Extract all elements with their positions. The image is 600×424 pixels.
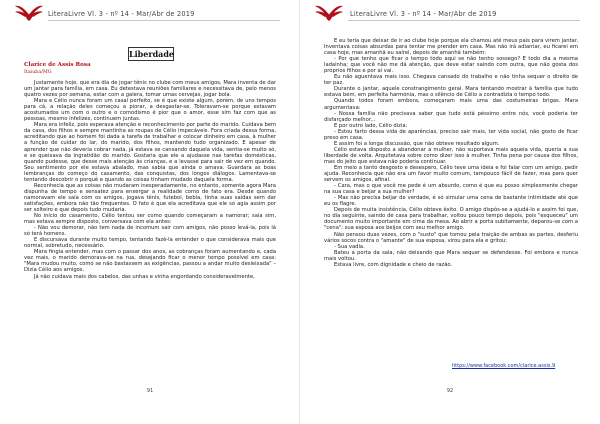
paragraph: E por outro lado, Célio dizia: bbox=[334, 122, 408, 129]
paragraph: - Cara, mas o que você me pede é um absurdo, como é que eu posso simplesmente chegar na sua casa e beijar a sua mulher? bbox=[324, 183, 578, 196]
paragraph: Depois de muita insistência, Célio obteve êxito. O amigo dispôs-se a ajudá-lo e assim foi que, no dia seguinte, saindo de casa para trabalhar, voltou pouco tempo depois, pois "esqueceu" um documento muito importante em cima da mesa. Ao abrir a porta subitamente, deparou-se com a "cena"; sua esposa aos beijos com seu melhor amigo. bbox=[324, 207, 578, 232]
paragraph: Não pensou duas vezes, com o "susto" que tomou pela traição de ambas as partes, desferiu vários socos contra o "amante" de sua esposa, virou para ela e gritou: bbox=[324, 231, 578, 244]
page-header: LiteraLivre Vl. 3 - nº 14 - Mar/Abr de 2019 bbox=[48, 10, 195, 18]
author-facebook-link[interactable]: https://www.facebook.com/clarice.assis.9 bbox=[452, 363, 556, 369]
paragraph: Justamente hoje, que era dia de jogar tênis no clube com meus amigos, Mara inventa de dar um jantar para família, em casa. Eu detestava reuniões familiares e necessitava de, pelo menos quatro vezes por semana, estar com a galera, tomar umas cervejas, jogar bola. bbox=[24, 80, 276, 99]
paragraph: - Por que tenho que ficar o tempo todo aqui se não tenho sossego? E todo dia a mesma ladainha; que você não me dá atenção, que deve estar saindo com outra, que não gosta dos próprios filhos e por aí vai. bbox=[324, 56, 578, 75]
paragraph: - Estou farto dessa vida de aparências, preciso sair mais, ter vida social, não gosto de ficar preso em casa. bbox=[324, 128, 578, 141]
paragraph: Durante o jantar, aquele constrangimento geral. Mara tentando mostrar à família que tudo estava bem, em perfeita harmonia, mas o silêncio de Célio a contradizia o tempo todo. bbox=[324, 86, 578, 99]
paragraph: - Sua vadia. bbox=[334, 243, 365, 250]
paragraph: Já não cuidava mais dos cabelos, das unhas e vinha engordando consideravelmente, bbox=[34, 273, 255, 280]
paragraph: - Não vou demorar, não tem nada de incomum sair com amigos, não posso levá-la, pois lá só terá homens. bbox=[24, 225, 276, 238]
paragraph: - Mas não precisa beijar de verdade, é só simular uma cena de bastante intimidade até que eu os flagre. bbox=[324, 195, 578, 208]
header-rule bbox=[348, 20, 580, 21]
page-number: 92 bbox=[446, 388, 454, 394]
paragraph: No início do casamento, Célio tentou ser como quando começaram a namorar; saía sim, mas estava sempre disposto, conversava com ela antes: bbox=[24, 213, 276, 226]
page-number: 91 bbox=[146, 388, 154, 394]
paragraph: Estava livre, com dignidade e cheio de razão. bbox=[334, 261, 453, 268]
right-body-text bbox=[324, 38, 578, 268]
paragraph: Mara era infeliz, pois esperava atenção e reconhecimento por parte do marido. Cuidava bem da casa, dos filhos e sempre mantinha as roupas de Célio impecáveis. Fora criada dessa forma, acreditando que ao homem foi dada a tarefa de trabalhar e colocar dinheiro em casa, à mulher a função de cuidar do lar, do marido, dos filhos, mantendo tudo organizado. E apesar de aprender que não deveria cobrar nada, já estava se cansando daquela vida, sentia-se muito só, e se queixava da ingratidão do marido. Gostaria que ele a ajudasse nas tarefas domésticas, quando pudesse, que desse mais atenção às crianças, e a levasse para sair de vez em quando. Seu sentimento por ele estava abalado, mas sabia que ainda o amava. Guardara as boas lembranças do começo do casamento, das conquistas, dos longos diálogos. Lamentava-se tentando descobrir o porquê e quando as coisas tinham mudado daquela forma. bbox=[24, 122, 276, 183]
paragraph: E assim foi a longa discussão, que não obteve resultado algum. bbox=[334, 140, 500, 147]
paragraph: Reconhecia que as coisas não mudaram inesperadamente, no entanto, somente agora Mara dispunha de tempo e sensatez para enxergar a realidade como de fato era. Desde quando namoravam ele saía com os amigos, jogava tênis, futebol, bebia, tinha suas saídas sem dar satisfações, embora não tão frequentes. O fato é que ela acreditava que ele só agia assim por ser solteiro e que depois tudo mudaria. bbox=[24, 182, 276, 213]
paragraph: Bateu a porta da sala, não deixando que Mara sequer se defendesse. Foi embora e nunca mais voltou. bbox=[324, 249, 578, 262]
paragraph: Eu não aguentava mais isso. Chegava cansado do trabalho e não tinha sequer o direito de ter paz. bbox=[324, 74, 578, 87]
paragraph: - Nossa família não precisava saber que tudo está péssimo entre nós, você poderia ter disfarçado melhor... bbox=[324, 110, 578, 123]
winged-heart-icon bbox=[314, 3, 344, 23]
story-origin: Itaiuba/MG bbox=[24, 70, 52, 75]
left-body-text bbox=[24, 80, 276, 280]
story-author: Clarice de Assis Rosa bbox=[24, 62, 91, 68]
paragraph: Célio estava disposto a abandonar a mulher, não suportava mais aquela vida, queria a sua liberdade de volta. Arquitetava sobre como dizer isso à mulher. Tinha pena por causa dos filhos, mas do jeito que estava não poderia continuar. bbox=[324, 146, 578, 165]
page-header: LiteraLivre Vl. 3 - nº 14 - Mar/Abr de 2019 bbox=[350, 10, 497, 18]
header-rule bbox=[48, 20, 280, 21]
right-page bbox=[300, 0, 600, 424]
paragraph: E eu teria que deixar de ir ao clube hoje porque ela chamou até meus pais para virem jantar. Inventava coisas absurdas para tentar me prender em casa. Mas não irá adiantar, eu ficarei em casa hoje, mas amanhã eu saírei, depois de amanhã também: bbox=[324, 38, 578, 57]
paragraph: Em meio a tanto desgosto e desespero, Célio teve uma ideia e foi falar com um amigo, pedir ajuda. Reconhecia que não era um favor muito comum, tampouco fácil de fazer, mas para quer servem os amigos, afinal. bbox=[324, 164, 578, 184]
winged-heart-icon bbox=[14, 3, 44, 23]
paragraph: Mara e Célio nunca foram um casal perfeito, se é que existe algum, porém, de uns tempos para cá, a relação deles começou a piorar, a desgastar-se. Toleravam-se porque estavam acostumados um com o outro e o comodismo é pior que o amor, esse sim faz com que as pessoas, mesmo infelizes, continuem juntas. bbox=[24, 98, 276, 123]
paragraph: Quando todos foram embora, começaram mais uma das costumeiras brigas. Mara argumentava: bbox=[324, 98, 578, 111]
paragraph: Mara fingia entender, mas com o passar dos anos, as cobranças foram aumentando e, cada vez mais, o marido demorava-se na rua, desejando ficar o menor tempo possível em casa: "Mara mudou muito, como se não bastassem as exigências, passou a andar muito desleixada" – Dizia Célio aos amigos. bbox=[24, 249, 276, 274]
paragraph: E discursava durante muito tempo, tentando fazê-la entender o que considerava mais que normal, sobretudo, necessário. bbox=[24, 237, 276, 250]
story-title: Liberdade bbox=[129, 49, 175, 59]
